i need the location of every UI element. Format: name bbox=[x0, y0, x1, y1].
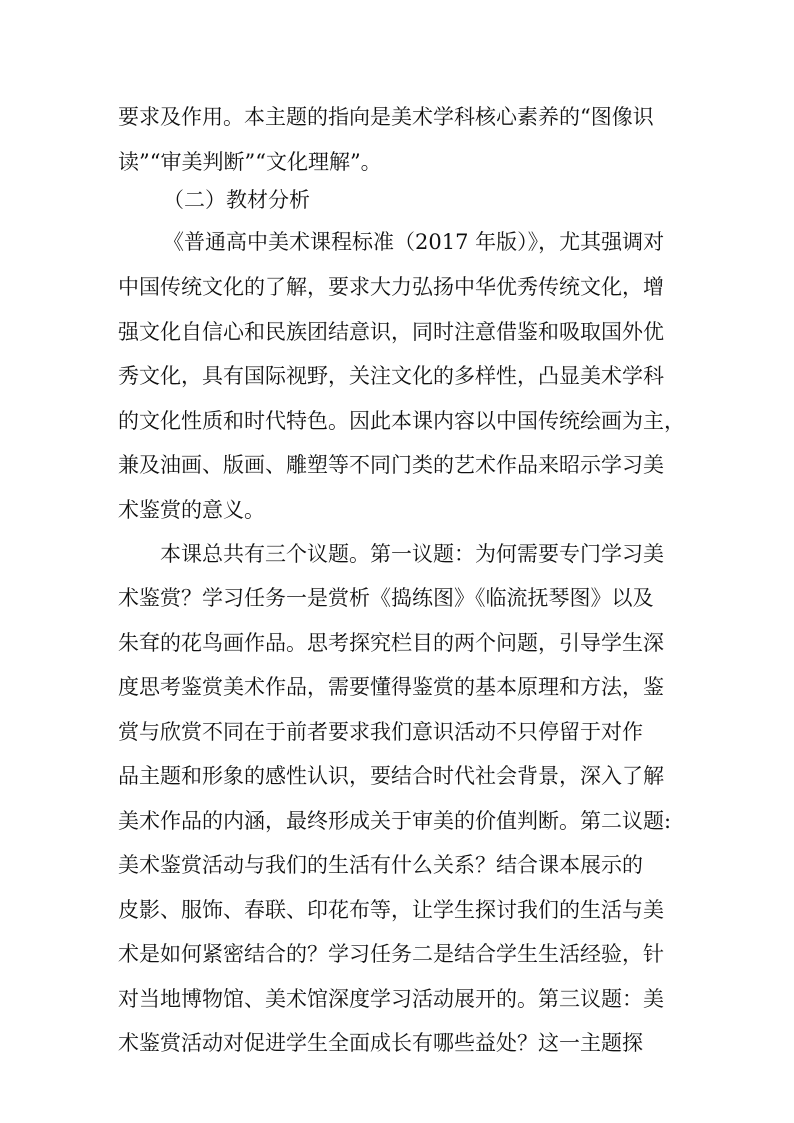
text-line: 朱耷的花鸟画作品。思考探究栏目的两个问题，引导学生深 bbox=[118, 631, 664, 655]
text-line: 美术作品的内涵，最终形成关于审美的价值判断。第二议题: bbox=[118, 809, 672, 833]
text-line: 度思考鉴赏美术作品，需要懂得鉴赏的基本原理和方法，鉴 bbox=[118, 675, 664, 699]
text-line: 品主题和形象的感性认识，要结合时代社会背景，深入了解 bbox=[118, 764, 664, 788]
section-heading: （二）教材分析 bbox=[163, 188, 310, 212]
text-line: 中国传统文化的了解，要求大力弘扬中华优秀传统文化，增 bbox=[118, 275, 664, 299]
text-line: 赏与欣赏不同在于前者要求我们意识活动不只停留于对作 bbox=[118, 720, 643, 744]
text-line: 秀文化，具有国际视野，关注文化的多样性，凸显美术学科 bbox=[118, 364, 664, 388]
text-line: 对当地博物馆、美术馆深度学习活动展开的。第三议题：美 bbox=[118, 987, 664, 1011]
text-line: 皮影、服饰、春联、印花布等，让学生探讨我们的生活与美 bbox=[118, 898, 664, 922]
paragraph-first-line: 《普通高中美术课程标准（2017 年版）》，尤其强调对 bbox=[163, 230, 665, 254]
text-line: 强文化自信心和民族团结意识，同时注意借鉴和吸取国外优 bbox=[118, 320, 664, 344]
text-line: 兼及油画、版画、雕塑等不同门类的艺术作品来昭示学习美 bbox=[118, 453, 664, 477]
text-line: 术是如何紧密结合的？学习任务二是结合学生生活经验，针 bbox=[118, 942, 664, 966]
text-line: 读”“审美判断”“文化理解”。 bbox=[118, 150, 382, 174]
text-line: 要求及作用。本主题的指向是美术学科核心素养的“图像识 bbox=[118, 105, 654, 129]
text-line: 术鉴赏的意义。 bbox=[118, 498, 265, 522]
paragraph-first-line: 本课总共有三个议题。第一议题：为何需要专门学习美 bbox=[160, 542, 664, 566]
text-line: 的文化性质和时代特色。因此本课内容以中国传统绘画为主， bbox=[118, 409, 685, 433]
text-line: 术鉴赏？学习任务一是赏析《捣练图》《临流抚琴图》以及 bbox=[118, 586, 654, 610]
text-line: 术鉴赏活动对促进学生全面成长有哪些益处？这一主题探 bbox=[118, 1031, 643, 1055]
text-line: 美术鉴赏活动与我们的生活有什么关系？结合课本展示的 bbox=[118, 853, 643, 877]
